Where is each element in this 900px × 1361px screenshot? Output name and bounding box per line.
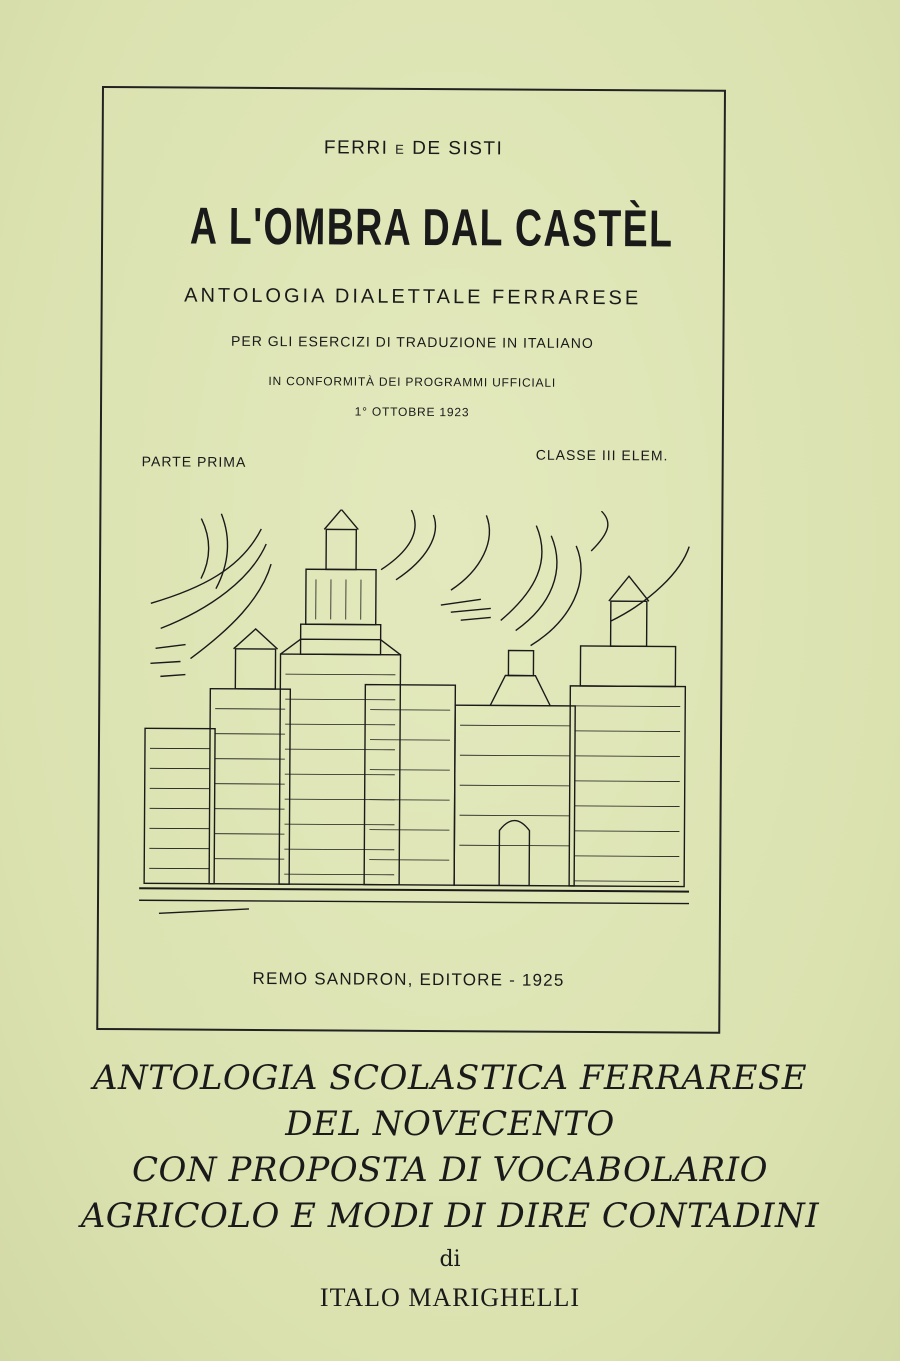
book-title-line-2: DEL NOVECENTO (285, 1104, 615, 1144)
cover-subtitle: ANTOLOGIA DIALETTALE FERRARESE (184, 284, 642, 310)
cover-publisher: REMO SANDRON, EDITORE - 1925 (252, 968, 565, 990)
author-de-sisti: DE SISTI (412, 137, 504, 160)
cover-reproduction-frame (96, 86, 726, 1034)
cover-part: PARTE PRIMA (141, 453, 247, 470)
authors-conjunction: E (395, 141, 406, 157)
castle-illustration (139, 508, 692, 931)
book-by: di (439, 1247, 461, 1272)
cover-title: A L'OMBRA DAL CASTÈL (189, 197, 674, 259)
cover-conformity: IN CONFORMITÀ DEI PROGRAMMI UFFICIALI (268, 374, 557, 390)
cover-authors (104, 136, 724, 162)
book-title-line-4: AGRICOLO E MODI DI DIRE CONTADINI (80, 1196, 820, 1236)
book-title-line-3: CON PROPOSTA DI VOCABOLARIO (132, 1150, 768, 1190)
book-title-line-1: ANTOLOGIA SCOLASTICA FERRARESE (92, 1058, 808, 1098)
cover-classe: CLASSE III ELEM. (535, 446, 669, 464)
author-ferri: FERRI (323, 137, 389, 159)
cover-purpose: PER GLI ESERCIZI DI TRADUZIONE IN ITALIANO (231, 332, 594, 352)
cover-date: 1° OTTOBRE 1923 (354, 404, 470, 420)
book-author: ITALO MARIGHELLI (319, 1283, 581, 1312)
